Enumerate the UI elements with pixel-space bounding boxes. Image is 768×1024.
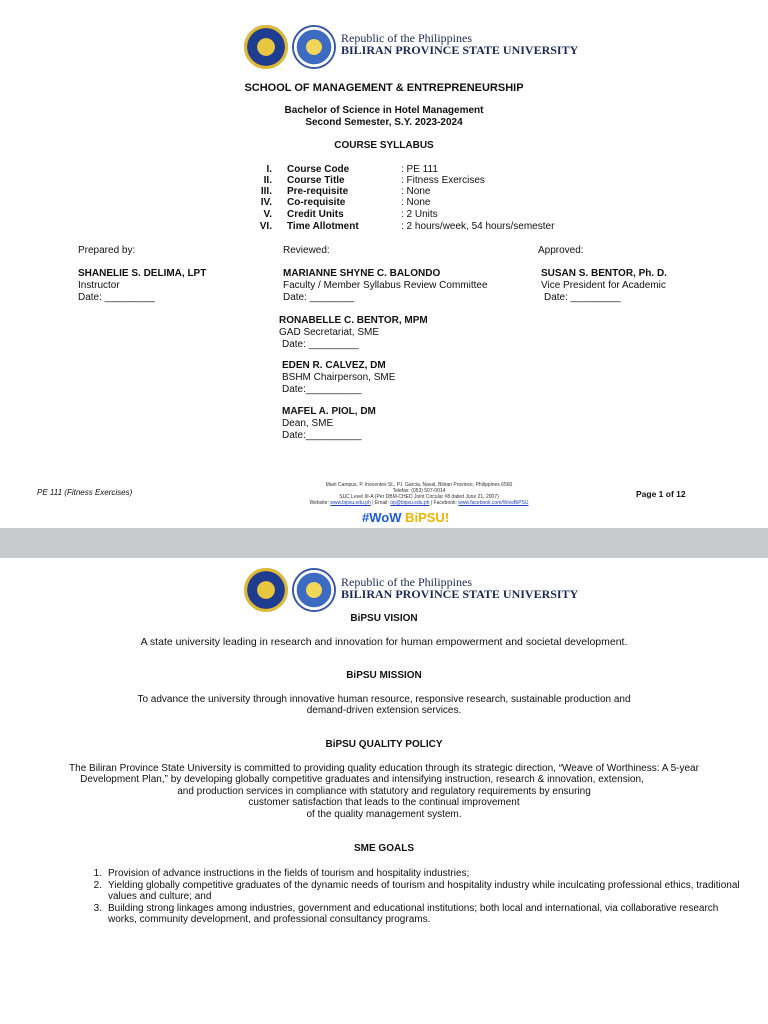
goal-item <box>88 868 748 880</box>
hashtag-text: #WoW <box>362 510 406 525</box>
sme-seal-logo <box>292 25 336 69</box>
wow-bipsu-hashtag <box>362 511 449 525</box>
row-label: Credit Units <box>287 209 344 220</box>
row-value: : 2 Units <box>401 209 438 220</box>
mission-text-line: To advance the university through innovative human resource, responsive research, sustainable production and <box>137 694 631 705</box>
semester-title: Second Semester, S.Y. 2023-2024 <box>305 117 463 128</box>
footer-text: | Facebook: <box>429 500 459 506</box>
row-number: I. <box>266 164 272 175</box>
page-number <box>636 488 686 500</box>
row-label: Course Code <box>287 164 350 175</box>
goal-text: Building strong linkages among industries, government and educational institutions; both local and international, via collaborative research <box>108 903 719 914</box>
reviewed-signatory <box>279 315 529 351</box>
row-number: II. <box>263 175 272 186</box>
email-link[interactable]: op@bipsu.edu.ph <box>390 500 430 506</box>
goal-text-cont: values and culture; and <box>108 891 212 902</box>
quality-policy-title: BiPSU QUALITY POLICY <box>325 739 443 750</box>
row-number: III. <box>260 186 272 197</box>
row-value: : None <box>401 186 431 197</box>
hashtag-text-accent: BiPSU! <box>405 510 450 525</box>
signatory-date: Date: _________ <box>544 292 621 303</box>
course-info-table <box>0 164 768 234</box>
goal-text: Yielding globally competitive graduates of the dynamic needs of tourism and hospitality industry while inculcating professional ethics, traditional <box>108 880 740 891</box>
reviewed-signatory <box>282 406 532 442</box>
mission-text-line: demand-driven extension services. <box>306 705 462 716</box>
signatory-date: Date: _________ <box>78 292 155 303</box>
signatory-role: Vice President for Academic <box>541 280 666 291</box>
goal-number: 3. <box>93 903 102 914</box>
reviewed-signatory <box>282 360 532 396</box>
prepared-label: Prepared by: <box>78 245 136 256</box>
goal-item <box>88 903 748 927</box>
vision-text: A state university leading in research and innovation for human empowerment and societal development. <box>140 636 628 648</box>
row-number: VI. <box>259 221 272 232</box>
header-republic: Republic of the Philippines <box>341 575 472 589</box>
page-number-text: Page 1 of 12 <box>636 489 686 499</box>
goal-number: 2. <box>93 880 102 891</box>
signatory-role: GAD Secretariat, SME <box>279 327 380 338</box>
program-title: Bachelor of Science in Hotel Management <box>284 105 484 116</box>
signatory-role: Instructor <box>78 280 120 291</box>
signatory-name: SUSAN S. BENTOR, Ph. D. <box>541 268 667 279</box>
row-label: Time Allotment <box>287 221 359 232</box>
school-title: SCHOOL OF MANAGEMENT & ENTREPRENEURSHIP <box>244 82 524 94</box>
policy-text-line: of the quality management system. <box>306 809 462 820</box>
footer-course: PE 111 (Fitness Exercises) <box>37 488 133 497</box>
footer-text: | Email: <box>370 500 391 506</box>
footer-address-line: SUC Level III-A (Per DBM-CHED Joint Circular #8 dated June 21, 2007) <box>339 494 499 500</box>
website-link[interactable]: www.bipsu.edu.ph <box>330 500 371 506</box>
header-university: BILIRAN PROVINCE STATE UNIVERSITY <box>341 43 579 57</box>
row-label: Co-requisite <box>287 197 346 208</box>
row-value: : Fitness Exercises <box>401 175 485 186</box>
signatory-date: Date: ________ <box>283 292 355 303</box>
signatory-date: Date: _________ <box>282 339 359 350</box>
signatory-date: Date:__________ <box>282 384 362 395</box>
footer-contact-line <box>284 500 554 506</box>
bipsu-seal-logo <box>244 568 288 612</box>
signatory-name: EDEN R. CALVEZ, DM <box>282 360 386 371</box>
footer-address-line: Telefax: (053) 507-0014 <box>392 488 446 494</box>
goal-text-cont: works, community development, and professional consultancy programs. <box>108 914 431 925</box>
policy-text-line: customer satisfaction that leads to the continual improvement <box>248 797 520 808</box>
approved-label: Approved: <box>538 245 584 256</box>
footer-address-line: Main Campus, P. Inocentes St., P.I. Garcia, Naval, Biliran Province, Philippines 6560 <box>325 482 513 488</box>
goals-list <box>88 868 748 938</box>
page-separator <box>0 528 768 558</box>
policy-text-line: The Biliran Province State University is committed to providing quality education through its strategic direction, “Weave of Worthiness: A 5-year <box>69 763 699 774</box>
header-university: BILIRAN PROVINCE STATE UNIVERSITY <box>341 587 579 601</box>
reviewed-signatory <box>283 268 533 304</box>
signatory-date: Date:__________ <box>282 430 362 441</box>
signatory-name: MAFEL A. PIOL, DM <box>282 406 376 417</box>
row-number: IV. <box>260 197 272 208</box>
header-republic: Republic of the Philippines <box>341 31 472 45</box>
row-value: : None <box>401 197 431 208</box>
signatory-role: Faculty / Member Syllabus Review Committee <box>283 280 488 291</box>
footer-address-block <box>284 482 554 506</box>
signatory-name: MARIANNE SHYNE C. BALONDO <box>283 268 441 279</box>
signatory-name: SHANELIE S. DELIMA, LPT <box>78 268 207 279</box>
signatory-role: BSHM Chairperson, SME <box>282 372 396 383</box>
goal-item <box>88 880 748 904</box>
row-value: : PE 111 <box>401 164 438 175</box>
row-value: : 2 hours/week, 54 hours/semester <box>401 221 555 232</box>
approved-signatory <box>541 268 741 304</box>
sme-goals-title: SME GOALS <box>353 843 414 854</box>
vision-title: BiPSU VISION <box>350 613 418 624</box>
row-number: V. <box>263 209 272 220</box>
footer-text: Website: <box>309 500 331 506</box>
signatory-name: RONABELLE C. BENTOR, MPM <box>279 315 428 326</box>
signatory-role: Dean, SME <box>282 418 334 429</box>
goal-number: 1. <box>93 868 102 879</box>
sme-seal-logo <box>292 568 336 612</box>
policy-text-line: and production services in compliance with statutory and regulatory requirements by ensuring <box>177 786 591 797</box>
bipsu-seal-logo <box>244 25 288 69</box>
facebook-link[interactable]: www.facebook.com/WowBiPSU <box>458 500 529 506</box>
page-2 <box>0 558 768 1024</box>
policy-text-line: Development Plan,” by developing globally competitive graduates and intensifying instruction, research & innovation, extension, <box>80 774 644 785</box>
syllabus-title: COURSE SYLLABUS <box>334 140 434 151</box>
mission-title: BiPSU MISSION <box>346 670 422 681</box>
prepared-signatory <box>78 268 268 304</box>
row-label: Course Title <box>287 175 345 186</box>
goal-text: Provision of advance instructions in the fields of tourism and hospitality industries; <box>108 868 470 879</box>
row-label: Pre-requisite <box>287 186 349 197</box>
reviewed-label: Reviewed: <box>283 245 330 256</box>
